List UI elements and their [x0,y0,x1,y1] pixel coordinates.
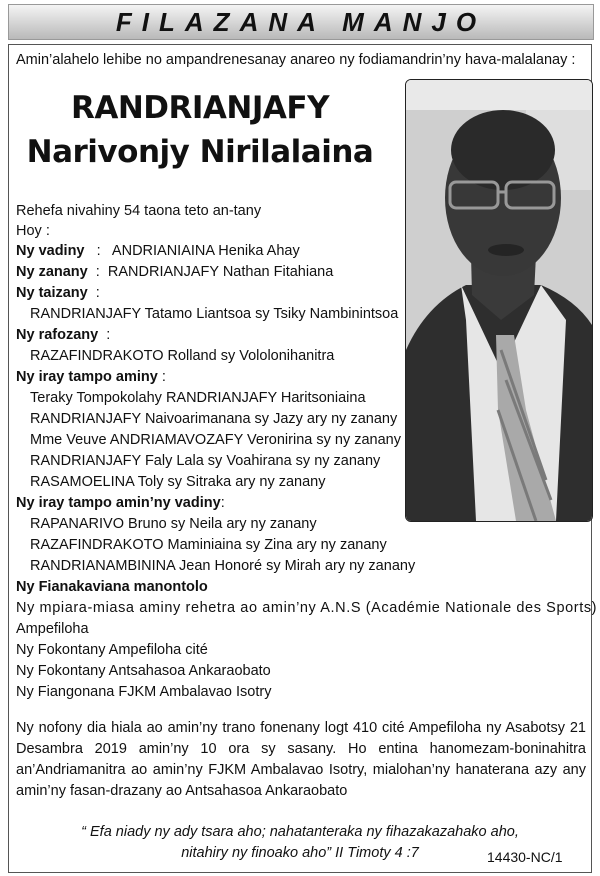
list-item: RAZAFINDRAKOTO Maminiaina sy Zina ary ny zanany [30,537,387,553]
rafozany-row [16,326,110,344]
zanany-sep: : [95,264,100,280]
zanany-label: Ny zanany [16,264,88,280]
list-item: Ny Fokontany Ampefiloha cité [16,642,208,658]
rafozany-label: Ny rafozany [16,327,99,343]
header-title: FILAZANA MANJO [115,6,487,37]
rafozany-sep: : [106,327,111,343]
age-line: Rehefa nivahiny 54 taona teto an-tany [16,203,262,219]
tampo-vadiny-sep: : [220,495,225,511]
list-item: RANDRIANJAFY Naivoarimanana sy Jazy ary ny zanany [30,411,398,427]
list-item: Mme Veuve ANDRIAMAVOZAFY Veronirina sy ny zanany [30,432,401,448]
zanany-value: RANDRIANJAFY Nathan Fitahiana [107,264,334,280]
reference-number: 14430-NC/1 [487,849,563,865]
funeral-text: Ny nofony dia hiala ao amin’ny trano fonenany logt 410 cité Ampefiloha ny Asabotsy 21 Desambra 2019 amin’ny 10 ora sy sasany. Ho entina hanomezam-boninahitra an’Andriamanitra ao amin’ny FJKM Ambalavao Isotry, mialohan’ny hanaterana azy any amin’ny fasan-drazany ao Antsahasoa Ankaraobato [16,720,586,799]
list-item: RAPANARIVO Bruno sy Neila ary ny zanany [30,516,317,532]
list-item: Teraky Tompokolahy RANDRIANJAFY Haritsoniaina [30,390,366,406]
tampo-vadiny-label: Ny iray tampo amin’ny vadiny [16,495,221,511]
list-item: RASAMOELINA Toly sy Sitraka ary ny zanany [30,474,326,490]
taizany-label: Ny taizany [16,285,88,301]
deceased-surname: RANDRIANJAFY [70,90,330,126]
tampo-vadiny-row [16,494,225,512]
taizany-value: RANDRIANJAFY Tatamo Liantsoa sy Tsiky Nambinintsoa [30,306,399,322]
tampo-label: Ny iray tampo aminy [16,369,158,385]
portrait-icon [406,80,592,521]
vadiny-label: Ny vadiny [16,243,85,259]
intro-text: Amin’alahelo lehibe no ampandrenesanay anareo ny fodiamandrin’ny hava-malalanay : [16,52,576,68]
portrait-photo [405,79,593,522]
quote-line-2: nitahiry ny finoako aho” II Timoty 4 :7 [181,845,419,861]
list-item: Ny Fokontany Antsahasoa Ankaraobato [16,663,271,679]
fianakaviana-label: Ny Fianakaviana manontolo [16,579,208,595]
zanany-row [16,263,333,281]
deceased-given-names: Narivonjy Nirilalaina [26,134,374,170]
tampo-row [16,368,166,386]
rafozany-value: RAZAFINDRAKOTO Rolland sy Vololonihanitra [30,348,335,364]
quote-line-1: “ Efa niady ny ady tsara aho; nahatanteraka ny fihazakazahako aho, [81,824,519,840]
bible-quote [60,822,540,864]
vadiny-row [16,242,300,260]
list-item: RANDRIANAMBININA Jean Honoré sy Mirah ary ny zanany [30,558,416,574]
list-item: Ny mpiara-miasa aminy rehetra ao amin’ny A.N.S (Académie Nationale des Sports) [16,600,598,616]
list-item: Ampefiloha [16,621,89,637]
fianakaviana-row [16,578,208,596]
vadiny-sep: : [96,243,101,259]
hoy-label: Hoy : [16,223,50,239]
vadiny-value: ANDRIANIAINA Henika Ahay [111,243,300,259]
header-banner [8,4,594,40]
tampo-sep: : [161,369,166,385]
taizany-row [16,284,100,302]
list-item: Ny Fiangonana FJKM Ambalavao Isotry [16,684,272,700]
list-item: RANDRIANJAFY Faly Lala sy Voahirana sy ny zanany [30,453,381,469]
taizany-sep: : [95,285,100,301]
